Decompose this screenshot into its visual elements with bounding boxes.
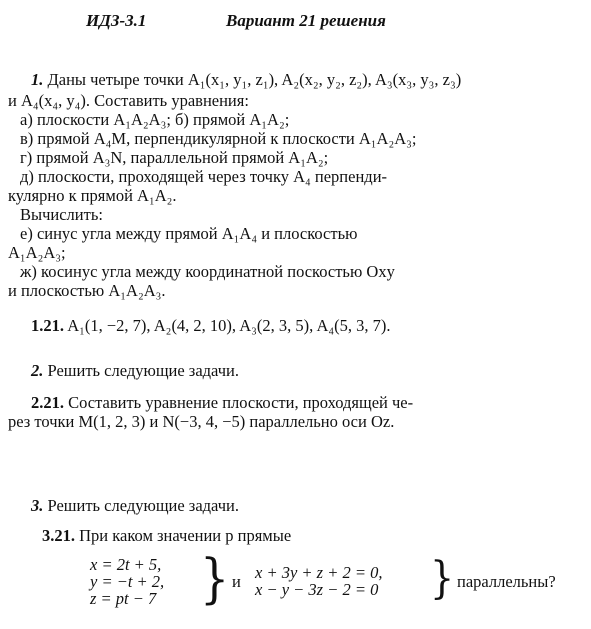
system1-brace: }	[200, 547, 230, 610]
task2-line-2: рез точки M(1, 2, 3) и N(−3, 4, −5) параллельно оси Oz.	[8, 412, 395, 431]
task1-data-line	[31, 316, 391, 336]
task3-heading	[31, 496, 239, 516]
and-word: и	[232, 572, 241, 591]
system1-eq-3: z = pt − 7	[90, 589, 157, 608]
system2-eq-2: x − y − 3z − 2 = 0	[255, 580, 379, 599]
task1-text-1: Даны четыре точки A₁(x₁, y₁, z₁), A₂(x₂, y₂, z₂), A₃(x₃, y₃, z₃)	[47, 70, 462, 89]
task3-title: Решить следующие задачи.	[47, 496, 239, 515]
task1-compute: Вычислить:	[20, 205, 103, 224]
task3-question-line	[42, 526, 291, 546]
idz-title: ИДЗ-3.1	[86, 11, 147, 30]
task3-question: При каком значении p прямые	[79, 526, 292, 545]
task1-item-e-cont: A₁A₂A₃;	[8, 243, 66, 262]
system1-eq-2: y = −t + 2,	[90, 572, 165, 591]
task1-item-d-cont: кулярно к прямой A₁A₂.	[8, 186, 177, 205]
task2-heading	[31, 361, 239, 381]
task1-item-d: д) плоскости, проходящей через точку A₄ перпенди-	[20, 167, 388, 186]
task1-item-zh: ж) косинус угла между координатной поскостью Oxy	[20, 262, 395, 281]
task2-line-1	[31, 393, 413, 413]
system2-eq-1: x + 3y + z + 2 = 0,	[255, 563, 383, 582]
task2-text-1: Составить уравнение плоскости, проходящей че-	[68, 393, 414, 412]
task1-item-v: в) прямой A₄M, перпендикулярной к плоскости A₁A₂A₃;	[20, 129, 417, 148]
task2-title: Решить следующие задачи.	[47, 361, 239, 380]
task1-data-number: 1.21.	[31, 316, 64, 335]
system2-brace: }	[430, 552, 455, 604]
task1-item-e: е) синус угла между прямой A₁A₄ и плоскостью	[20, 224, 358, 243]
task2-sub-number: 2.21.	[31, 393, 64, 412]
task1-line-1	[31, 70, 461, 90]
task3-number: 3.	[31, 496, 44, 515]
system1-eq-1: x = 2t + 5,	[90, 555, 162, 574]
task1-item-g: г) прямой A₃N, параллельной прямой A₁A₂;	[20, 148, 329, 167]
task3-sub-number: 3.21.	[42, 526, 75, 545]
task1-data-points: A₁(1, −2, 7), A₂(4, 2, 10), A₃(2, 3, 5), A₄(5, 3, 7).	[67, 316, 391, 335]
task1-item-a: а) плоскости A₁A₂A₃; б) прямой A₁A₂;	[20, 110, 290, 129]
task1-item-zh-cont: и плоскостью A₁A₂A₃.	[8, 281, 166, 300]
task2-number: 2.	[31, 361, 44, 380]
parallel-word: параллельны?	[457, 572, 556, 591]
variant-title: Вариант 21 решения	[226, 11, 386, 30]
task1-line-2: и A₄(x₄, y₄). Составить уравнения:	[8, 91, 249, 110]
task1-number: 1.	[31, 70, 44, 89]
